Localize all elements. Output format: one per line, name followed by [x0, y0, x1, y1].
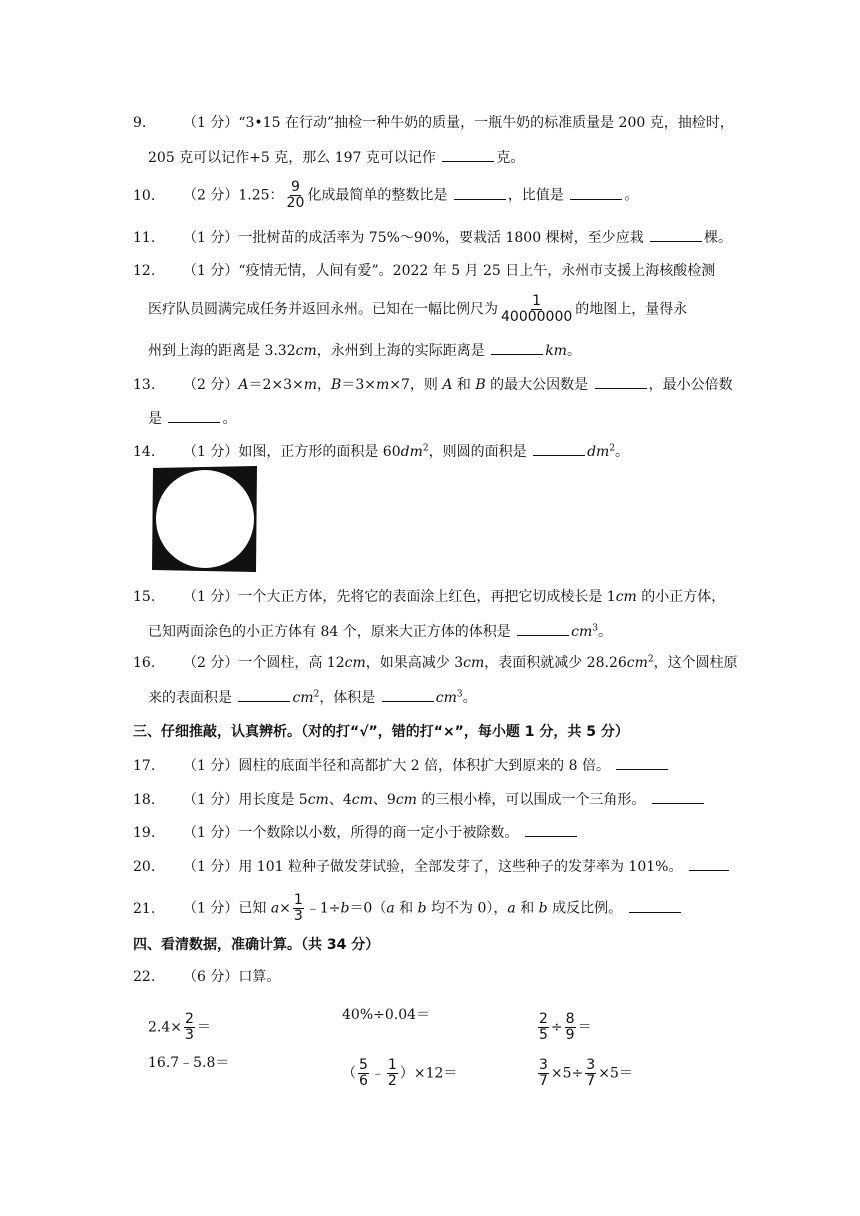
expression-text: ﹣	[370, 1065, 385, 1082]
denominator: 7	[586, 1073, 596, 1089]
question-text: （1 分）圆柱的底面半径和高都扩大 2 倍，体积扩大到原来的 8 倍。	[183, 758, 615, 774]
numerator: 8	[565, 1011, 575, 1027]
variable: a	[386, 900, 395, 917]
question-text: 。	[615, 444, 630, 460]
question-11	[133, 227, 732, 247]
unit: dm	[400, 444, 423, 460]
unit: cm	[571, 624, 593, 640]
answer-blank[interactable]	[454, 185, 506, 200]
fraction	[538, 1012, 549, 1043]
denominator: 20	[286, 195, 305, 211]
denominator: 2	[387, 1073, 397, 1089]
section-heading: 四、看清数据，准确计算。（共 34 分）	[133, 937, 380, 953]
question-16-line2	[148, 687, 477, 707]
question-text: 、9	[372, 792, 396, 808]
fraction	[538, 1058, 549, 1089]
question-text: （1 分）一批树苗的成活率为 75%～90%，要栽活 1800 棵树，至少应栽	[183, 230, 649, 246]
exponent: 2	[422, 443, 429, 454]
variable: a	[507, 900, 516, 917]
question-text: （1 分）已知	[183, 900, 271, 917]
answer-blank[interactable]	[650, 227, 702, 242]
variable: A	[442, 377, 453, 393]
question-text: 已知两面涂色的小正方体有 84 个，原来大正方体的体积是	[148, 624, 516, 640]
denominator: 40000000	[501, 309, 573, 325]
question-text: ＝0（	[349, 900, 387, 917]
answer-blank[interactable]	[517, 621, 569, 636]
question-22	[133, 968, 280, 986]
question-19	[133, 822, 579, 842]
question-text: 州到上海的距离是 3.32	[148, 343, 296, 359]
answer-blank[interactable]	[491, 340, 543, 355]
calc-item[interactable]	[536, 1058, 633, 1089]
unit: cm	[344, 655, 366, 671]
question-number: 19.	[133, 825, 156, 841]
calc-item[interactable]	[536, 1012, 592, 1043]
numerator: 9	[290, 179, 300, 195]
numerator: 3	[539, 1057, 548, 1073]
calc-item[interactable]	[342, 1058, 457, 1089]
exponent: 3	[592, 623, 599, 634]
expression-text: 40%÷0.04＝	[342, 1007, 431, 1023]
unit: cm	[351, 792, 373, 808]
question-text: ，这个圆柱原	[653, 655, 738, 671]
variable: B	[475, 377, 486, 393]
question-text: （1 分）用 101 粒种子做发芽试验，全部发芽了，这些种子的发芽率为 101%。	[183, 859, 687, 875]
numerator: 2	[185, 1011, 194, 1027]
fraction	[585, 1058, 596, 1089]
square-circle-figure	[152, 466, 258, 572]
variable: a	[270, 900, 280, 917]
question-text: 205 克可以记作+5 克，那么 197 克可以记作	[148, 150, 441, 166]
question-15-line2	[148, 621, 612, 641]
numerator: 1	[532, 293, 542, 309]
question-text: 和	[515, 900, 539, 917]
question-text: 棵。	[704, 230, 733, 246]
question-21	[133, 893, 683, 924]
numerator: 2	[539, 1011, 548, 1027]
unit: dm	[587, 444, 610, 460]
question-13-line2	[148, 408, 236, 428]
question-text: 。	[624, 187, 639, 204]
answer-blank[interactable]	[689, 856, 729, 871]
question-18	[133, 789, 706, 809]
question-text: ，则圆的面积是	[428, 444, 532, 460]
answer-blank[interactable]	[525, 822, 577, 837]
question-text: 均不为 0），	[426, 900, 508, 917]
answer-blank[interactable]	[382, 687, 434, 702]
denominator: 5	[539, 1027, 548, 1043]
question-text: ×	[279, 900, 291, 917]
question-text: 、4	[328, 792, 352, 808]
variable: b	[538, 900, 548, 917]
unit: cm	[435, 690, 457, 706]
question-number: 18.	[133, 792, 156, 808]
question-number: 22.	[133, 969, 156, 985]
question-text: （1 分）“3•15 在行动”抽检一种牛奶的质量，一瓶牛奶的标准质量是 200 克，抽检时，	[183, 115, 734, 131]
expression-text: 16.7﹣5.8＝	[148, 1055, 230, 1071]
exponent: 2	[313, 689, 320, 700]
unit: cm	[292, 690, 314, 706]
numerator: 1	[293, 892, 303, 908]
fraction	[358, 1058, 369, 1089]
question-number: 12.	[133, 263, 156, 279]
expression-text: ÷	[550, 1019, 563, 1036]
expression-text: ×5＝	[598, 1065, 633, 1082]
exponent: 2	[609, 443, 616, 454]
denominator: 7	[539, 1073, 548, 1089]
question-text: （1 分）一个数除以小数，所得的商一定小于被除数。	[183, 825, 523, 841]
question-text: 的最大公因数是	[485, 377, 593, 393]
answer-blank[interactable]	[570, 185, 622, 200]
expression-text: ＝	[196, 1019, 211, 1036]
question-text: ，	[317, 377, 332, 393]
question-number: 21.	[133, 900, 156, 917]
question-text: 。	[566, 343, 581, 359]
section-heading: 三、仔细推敲，认真辨析。（对的打“√”，错的打“×”，每小题 1 分，共 5 分）	[133, 724, 629, 740]
unit: cm	[307, 792, 329, 808]
fraction	[500, 294, 573, 325]
question-9	[133, 114, 734, 132]
question-20	[133, 856, 731, 876]
question-text: ﹣1÷	[305, 900, 341, 917]
question-number: 15.	[133, 589, 156, 605]
answer-blank[interactable]	[629, 898, 681, 913]
question-text: （1 分）如图，正方形的面积是 60	[183, 444, 401, 460]
expression-text: ）×12＝	[399, 1065, 458, 1082]
unit: cm	[463, 655, 485, 671]
question-text: （2 分）1.25：	[183, 187, 284, 204]
denominator: 3	[185, 1027, 194, 1043]
answer-blank[interactable]	[168, 408, 220, 423]
question-text: 。	[222, 411, 237, 427]
variable: m	[375, 377, 390, 393]
question-number: 9.	[133, 115, 147, 131]
unit: cm	[295, 343, 317, 359]
answer-blank[interactable]	[595, 374, 647, 389]
question-text: 成反比例。	[547, 900, 627, 917]
question-text: ，表面积就减少 28.26	[484, 655, 627, 671]
unit: cm	[395, 792, 417, 808]
numerator: 3	[586, 1057, 596, 1073]
question-text: 化成最简单的整数比是	[307, 187, 452, 204]
denominator: 3	[293, 908, 303, 924]
question-text: 是	[148, 411, 167, 427]
question-number: 11.	[133, 230, 156, 246]
fraction	[565, 1012, 576, 1043]
question-text: ＝2×3×	[248, 377, 304, 393]
variable: m	[303, 377, 318, 393]
question-14	[133, 441, 629, 461]
question-number: 10.	[133, 187, 156, 204]
variable: b	[340, 900, 350, 917]
question-13	[133, 374, 733, 394]
question-text: 医疗队员圆满完成任务并返回永州。已知在一幅比例尺为	[148, 301, 498, 318]
question-9-line2	[148, 147, 524, 167]
question-number: 20.	[133, 859, 156, 875]
answer-blank[interactable]	[652, 789, 704, 804]
question-text: ，永州到上海的实际距离是	[316, 343, 490, 359]
question-text: （1 分）“疫情无情，人间有爱”。2022 年 5 月 25 日上午，永州市支援上海核酸检测	[183, 263, 716, 279]
expression-text: （	[342, 1065, 356, 1082]
expression-text: ×5÷	[550, 1065, 584, 1082]
variable: b	[417, 900, 427, 917]
answer-blank[interactable]	[616, 755, 668, 770]
numerator: 5	[359, 1057, 368, 1073]
calc-item[interactable]	[148, 1012, 211, 1043]
calc-item[interactable]	[342, 1006, 430, 1024]
question-text: ，如果高减少 3	[365, 655, 464, 671]
variable: A	[238, 377, 249, 393]
unit: cm	[615, 589, 637, 605]
question-16	[133, 654, 738, 672]
denominator: 6	[359, 1073, 368, 1089]
question-text: 的三根小棒，可以围成一个三角形。	[416, 792, 650, 808]
answer-blank[interactable]	[238, 687, 290, 702]
expression-text: ＝	[577, 1019, 592, 1036]
fraction	[286, 180, 306, 211]
question-15	[133, 588, 725, 606]
question-text: 克。	[496, 150, 525, 166]
square-with-circle-icon	[152, 466, 258, 572]
question-text: ，最小公倍数	[648, 377, 733, 393]
variable: B	[331, 377, 342, 393]
question-17	[133, 755, 670, 775]
answer-blank[interactable]	[533, 441, 585, 456]
calc-item[interactable]	[148, 1054, 229, 1072]
fraction	[184, 1012, 195, 1043]
unit: cm	[626, 655, 648, 671]
question-text: 来的表面积是	[148, 690, 237, 706]
answer-blank[interactable]	[442, 147, 494, 162]
question-12-line3	[148, 340, 581, 360]
question-text: ，比值是	[507, 187, 569, 204]
question-number: 16.	[133, 655, 156, 671]
numerator: 1	[387, 1057, 397, 1073]
question-text: （1 分）用长度是 5	[183, 792, 308, 808]
question-text: 。	[598, 624, 613, 640]
denominator: 9	[565, 1027, 575, 1043]
question-12	[133, 262, 715, 280]
question-text: 的地图上，量得永	[575, 301, 688, 318]
question-10	[133, 180, 638, 211]
question-text: ×7，则	[389, 377, 443, 393]
question-text: ＝3×	[341, 377, 376, 393]
unit: km	[545, 343, 567, 359]
question-number: 14.	[133, 444, 156, 460]
question-text: （1 分）一个大正方体，先将它的表面涂上红色，再把它切成棱长是 1	[183, 589, 616, 605]
fraction	[293, 893, 304, 924]
question-number: 13.	[133, 377, 156, 393]
question-number: 17.	[133, 758, 156, 774]
question-text: 的小正方体，	[636, 589, 726, 605]
question-text: （2 分）一个圆柱，高 12	[183, 655, 345, 671]
question-text: （2 分）	[183, 377, 239, 393]
expression-text: 2.4×	[148, 1019, 182, 1036]
question-12-line2	[148, 294, 687, 325]
question-text: （6 分）口算。	[183, 969, 281, 985]
exponent: 2	[647, 654, 654, 665]
question-text: 和	[452, 377, 476, 393]
question-text: ，体积是	[319, 690, 380, 706]
exponent: 3	[456, 689, 463, 700]
question-text: 。	[462, 690, 477, 706]
fraction	[387, 1058, 398, 1089]
question-text: 和	[394, 900, 418, 917]
